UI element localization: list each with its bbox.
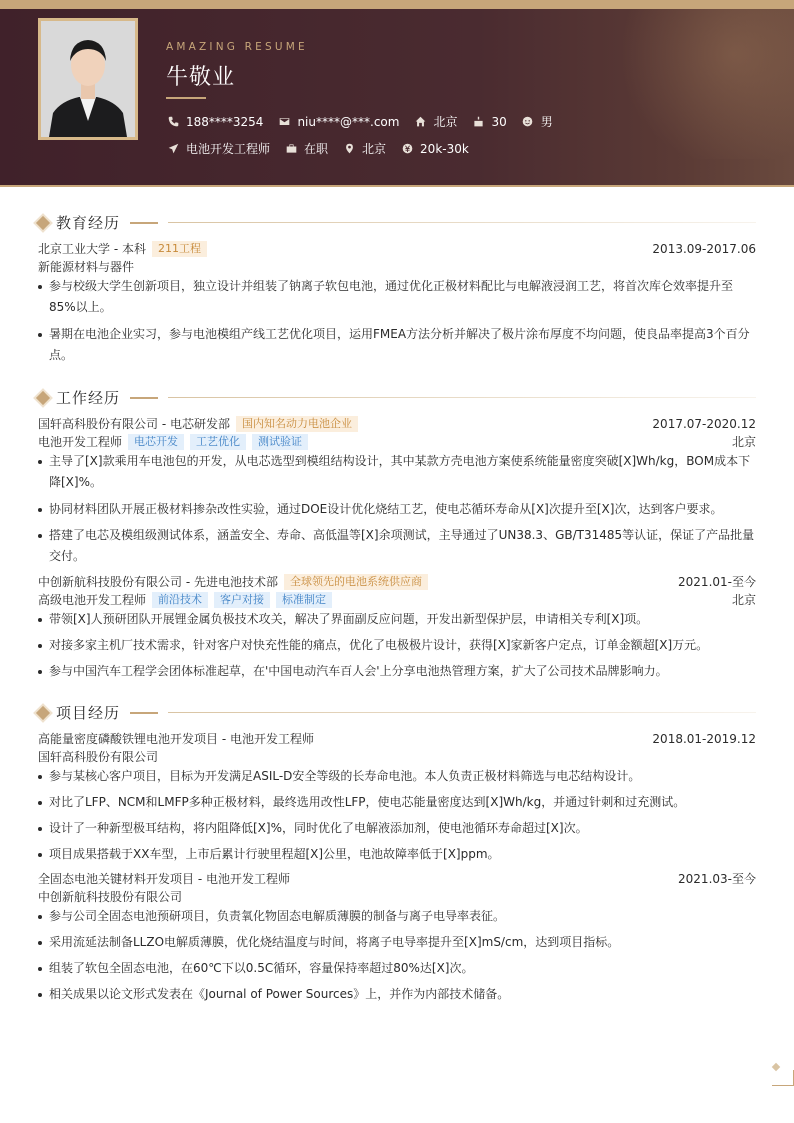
header-glow <box>594 9 794 159</box>
mail-icon <box>277 115 291 129</box>
header-divider <box>0 185 794 187</box>
school-tag: 211工程 <box>152 241 207 257</box>
project-title: 高能量密度磷酸铁锂电池开发项目 - 电池开发工程师 <box>38 732 314 746</box>
job-title: 高级电池开发工程师 <box>38 593 147 607</box>
work-city: 北京 <box>731 435 756 449</box>
project-entry-header <box>38 730 756 748</box>
work-bullet: 搭建了电芯及模组级测试体系，涵盖安全、寿命、高低温等[X]余项测试，主导通过了UN38.3、GB/T31485等认证，保证了产品批量交付。 <box>38 525 758 567</box>
work-city: 北京 <box>731 593 756 607</box>
project-bullet: 组装了软包全固态电池，在60℃下以0.5C循环，容量保持率超过80%达[X]次。 <box>38 958 758 979</box>
skill-tag: 测试验证 <box>252 434 308 450</box>
education-heading: 教育经历 <box>56 214 121 232</box>
major-name: 新能源材料与器件 <box>38 260 135 274</box>
work-entry-header <box>38 573 756 591</box>
heading-divider-line <box>168 397 756 398</box>
project-org: 国轩高科股份有限公司 <box>38 750 159 764</box>
project-heading: 项目经历 <box>56 704 121 722</box>
salary-icon <box>400 142 414 156</box>
work-bullet: 带领[X]人预研团队开展锂金属负极技术攻关，解决了界面副反应问题，开发出新型保护层，申请相关专利[X]项。 <box>38 609 758 630</box>
name-underline <box>166 97 206 99</box>
phone-icon <box>166 115 180 129</box>
status-item <box>284 140 328 157</box>
education-dates: 2013.09-2017.06 <box>652 242 756 256</box>
candidate-name: 牛敬业 <box>166 65 236 90</box>
work-role-line <box>38 591 756 609</box>
top-accent-stripe <box>0 0 794 9</box>
project-org-line <box>38 888 756 906</box>
work-heading: 工作经历 <box>56 389 121 407</box>
residence-item <box>413 113 457 130</box>
project-bullet: 参与某核心客户项目，目标为开发满足ASIL-D安全等级的长寿命电池。本人负责正极材料筛选与电芯结构设计。 <box>38 766 758 787</box>
work-section-title <box>36 387 756 408</box>
header-tagline: AMAZING RESUME <box>166 41 308 53</box>
heading-divider-line <box>168 712 756 713</box>
profile-photo <box>38 18 138 140</box>
age-text: 30 <box>491 114 507 129</box>
project-section-title <box>36 702 756 723</box>
skill-tag: 客户对接 <box>214 592 270 608</box>
project-dates: 2018.01-2019.12 <box>652 732 756 746</box>
diamond-icon <box>36 390 50 404</box>
project-bullet: 参与公司全固态电池预研项目，负责氧化物固态电解质薄膜的制备与离子电导率表征。 <box>38 906 758 927</box>
location-icon <box>342 142 356 156</box>
education-bullet: 参与校级大学生创新项目，独立设计并组装了钠离子软包电池，通过优化正极材料配比与电解液浸润工艺，将首次库仑效率提升至85%以上。 <box>38 276 758 318</box>
heading-accent-line <box>130 397 158 399</box>
project-org-line <box>38 748 756 766</box>
project-bullet: 相关成果以论文形式发表在《Journal of Power Sources》上，并作为内部技术储备。 <box>38 984 758 1005</box>
work-role-line <box>38 433 756 451</box>
send-icon <box>166 142 180 156</box>
work-bullet: 协同材料团队开展正极材料掺杂改性实验，通过DOE设计优化烧结工艺，使电芯循环寿命从[X]次提升至[X]次，达到客户要求。 <box>38 499 758 520</box>
corner-bracket-ornament <box>772 1070 794 1086</box>
project-bullet: 设计了一种新型极耳结构，将内阻降低[X]%，同时优化了电解液添加剂，使电池循环寿命超过[X]次。 <box>38 818 758 839</box>
salary-item <box>400 142 469 156</box>
job-title: 电池开发工程师 <box>38 435 123 449</box>
project-bullet: 对比了LFP、NCM和LMFP多种正极材料，最终选用改性LFP，使电芯能量密度达到[X]Wh/kg，并通过针刺和过充测试。 <box>38 792 758 813</box>
cake-icon <box>471 115 485 129</box>
project-bullet: 项目成果搭载于XX车型，上市后累计行驶里程超[X]公里，电池故障率低于[X]ppm。 <box>38 844 758 865</box>
target-role-text: 电池开发工程师 <box>186 142 271 156</box>
phone-text: 188****3254 <box>186 114 264 129</box>
project-title: 全固态电池关键材料开发项目 - 电池开发工程师 <box>38 872 290 886</box>
project-bullet: 采用流延法制备LLZO电解质薄膜，优化烧结温度与时间，将离子电导率提升至[X]mS/cm，达到项目指标。 <box>38 932 758 953</box>
gender-item <box>521 113 553 130</box>
heading-divider-line <box>168 222 756 223</box>
skill-tag: 标准制定 <box>276 592 332 608</box>
email-text: niu****@***.com <box>297 114 400 129</box>
work-entry-header <box>38 415 756 433</box>
company-name: 国轩高科股份有限公司 - 电芯研发部 <box>38 417 230 431</box>
education-section-title <box>36 212 756 233</box>
company-tag: 国内知名动力电池企业 <box>236 416 358 432</box>
gender-text: 男 <box>540 115 553 129</box>
diamond-icon <box>36 705 50 719</box>
job-intent-row <box>166 140 483 157</box>
home-icon <box>413 115 427 129</box>
skill-tag: 工艺优化 <box>190 434 246 450</box>
education-bullet: 暑期在电池企业实习，参与电池模组产线工艺优化项目，运用FMEA方法分析并解决了极片涂布厚度不均问题，使良品率提高3个百分点。 <box>38 324 758 366</box>
gender-icon <box>521 115 535 129</box>
age-item <box>471 115 506 129</box>
email-item <box>277 115 399 129</box>
company-tag: 全球领先的电池系统供应商 <box>284 574 428 590</box>
salary-text: 20k-30k <box>420 141 469 156</box>
heading-accent-line <box>130 222 158 224</box>
residence-text: 北京 <box>433 115 458 129</box>
education-entry-header <box>38 240 756 258</box>
target-city-item <box>342 140 386 157</box>
work-bullet: 对接多家主机厂技术需求，针对客户对快充性能的痛点，优化了电极极片设计，获得[X]家新客户定点，订单金额超[X]万元。 <box>38 635 758 656</box>
project-dates: 2021.03-至今 <box>678 872 756 886</box>
project-org: 中创新航科技股份有限公司 <box>38 890 183 904</box>
heading-accent-line <box>130 712 158 714</box>
target-city-text: 北京 <box>362 142 387 156</box>
skill-tag: 前沿技术 <box>152 592 208 608</box>
status-text: 在职 <box>304 142 329 156</box>
contact-row <box>166 113 567 130</box>
work-dates: 2021.01-至今 <box>678 575 756 589</box>
school-name: 北京工业大学 - 本科 <box>38 242 146 256</box>
diamond-icon <box>36 215 50 229</box>
project-entry-header <box>38 870 756 888</box>
skill-tag: 电芯开发 <box>128 434 184 450</box>
briefcase-icon <box>284 142 298 156</box>
work-bullet: 主导了[X]款乘用车电池包的开发，从电芯选型到模组结构设计，其中某款方壳电池方案使系统能量密度突破[X]Wh/kg，BOM成本下降[X]%。 <box>38 451 758 493</box>
education-major-line <box>38 258 756 276</box>
company-name: 中创新航科技股份有限公司 - 先进电池技术部 <box>38 575 278 589</box>
work-bullet: 参与中国汽车工程学会团体标准起草，在'中国电动汽车百人会'上分享电池热管理方案，扩大了公司技术品牌影响力。 <box>38 661 758 682</box>
work-dates: 2017.07-2020.12 <box>652 417 756 431</box>
phone-item <box>166 115 263 129</box>
target-role-item <box>166 140 270 157</box>
